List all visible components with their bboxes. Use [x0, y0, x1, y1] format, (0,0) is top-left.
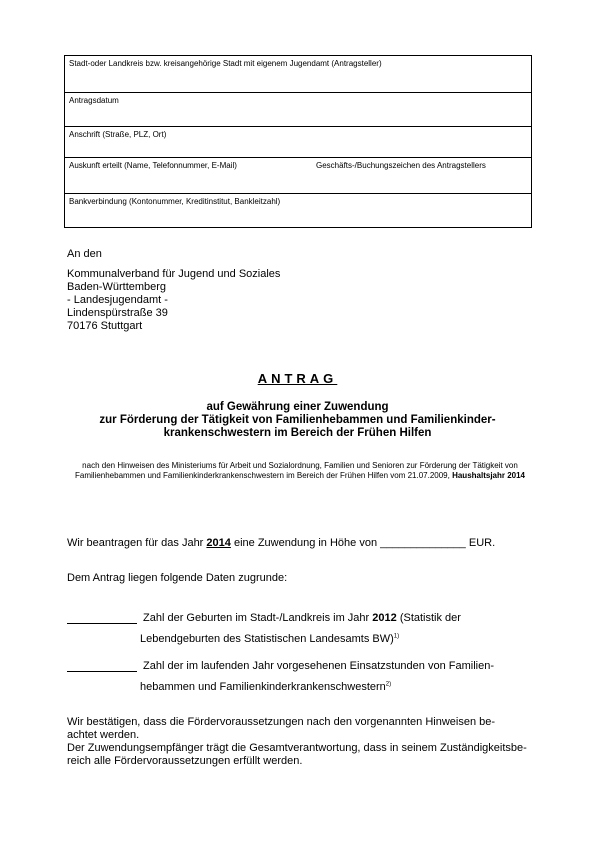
recipient-to: An den	[67, 248, 102, 260]
footnote-2: 2)	[385, 681, 392, 688]
recipient-line: 70176 Stuttgart	[67, 320, 143, 332]
legal-basis-note	[70, 461, 530, 481]
confirmation-line: achtet werden.	[67, 729, 140, 741]
recipient-line: - Landesjugendamt -	[67, 294, 168, 306]
request-prefix: Wir beantragen für das Jahr	[67, 537, 204, 549]
footnote-1: 1)	[393, 633, 400, 640]
births-prefix: Zahl der Geburten im Stadt-/Landkreis im Jahr	[143, 612, 370, 624]
document-title: ANTRAG	[257, 371, 338, 386]
confirmation-line: Der Zuwendungsempfänger trägt die Gesamtverantwortung, dass in seinem Zuständigkeitsbe-	[67, 742, 527, 754]
amount-blank[interactable]: ______________	[380, 537, 466, 549]
hours-item	[67, 660, 494, 693]
subtitle-line: krankenschwestern im Bereich der Frühen Hilfen	[163, 427, 432, 439]
request-middle: eine Zuwendung in Höhe von	[233, 537, 378, 549]
recipient-line: Lindenspürstraße 39	[67, 307, 168, 319]
confirmation-text	[67, 716, 537, 768]
based-on-text: Dem Antrag liegen folgende Daten zugrunde:	[67, 572, 288, 584]
address-field[interactable]	[65, 127, 531, 158]
request-sentence	[67, 537, 495, 549]
births-item	[67, 612, 461, 645]
applicant-field[interactable]	[65, 56, 531, 93]
date-field[interactable]	[65, 93, 531, 127]
contact-label: Auskunft erteilt (Name, Telefonnummer, E-Mail)	[69, 161, 237, 170]
budget-year: Haushaltsjahr 2014	[452, 471, 526, 480]
births-suffix: (Statistik der	[399, 612, 461, 624]
recipient-line: Kommunalverband für Jugend und Soziales	[67, 268, 281, 280]
subtitle-line: auf Gewährung einer Zuwendung	[206, 401, 389, 413]
births-line2: Lebendgeburten des Statistischen Landesamts BW)	[140, 633, 394, 645]
document-subtitle	[0, 401, 595, 440]
confirmation-line: reich alle Fördervoraussetzungen erfüllt werden.	[67, 755, 303, 767]
subtitle-line: zur Förderung der Tätigkeit von Familienhebammen und Familienkinder-	[99, 414, 496, 426]
request-year: 2014	[206, 537, 231, 549]
recipient-line: Baden-Württemberg	[67, 281, 167, 293]
births-year: 2012	[372, 612, 397, 624]
legal-basis-text: nach den Hinweisen des Ministeriums für Arbeit und Sozialordnung, Familien und Senioren zur Förderung der Tätigkeit von Familienhebammen und Familienkinderkrankenschwestern im Bereich der Frühen Hilfen vom 21.07.2009,	[74, 461, 518, 480]
recipient-address	[67, 248, 280, 333]
births-blank[interactable]	[67, 612, 137, 624]
applicant-form-box	[64, 55, 532, 228]
confirmation-line: Wir bestätigen, dass die Fördervoraussetzungen nach den vorgenannten Hinweisen be-	[67, 716, 496, 728]
bank-label: Bankverbindung (Kontonummer, Kreditinstitut, Bankleitzahl)	[69, 197, 281, 206]
request-currency: EUR.	[468, 537, 496, 549]
hours-line2: hebammen und Familienkinderkrankenschwestern	[140, 681, 386, 693]
date-label: Antragsdatum	[69, 96, 119, 105]
applicant-label: Stadt-oder Landkreis bzw. kreisangehörige Stadt mit eigenem Jugendamt (Antragsteller)	[69, 59, 382, 68]
bank-field[interactable]	[65, 194, 531, 227]
hours-blank[interactable]	[67, 660, 137, 672]
contact-field[interactable]	[65, 158, 531, 194]
reference-label: Geschäfts-/Buchungszeichen des Antragstellers	[316, 161, 486, 170]
hours-line1: Zahl der im laufenden Jahr vorgesehenen Einsatzstunden von Familien-	[143, 660, 494, 672]
address-label: Anschrift (Straße, PLZ, Ort)	[69, 130, 167, 139]
